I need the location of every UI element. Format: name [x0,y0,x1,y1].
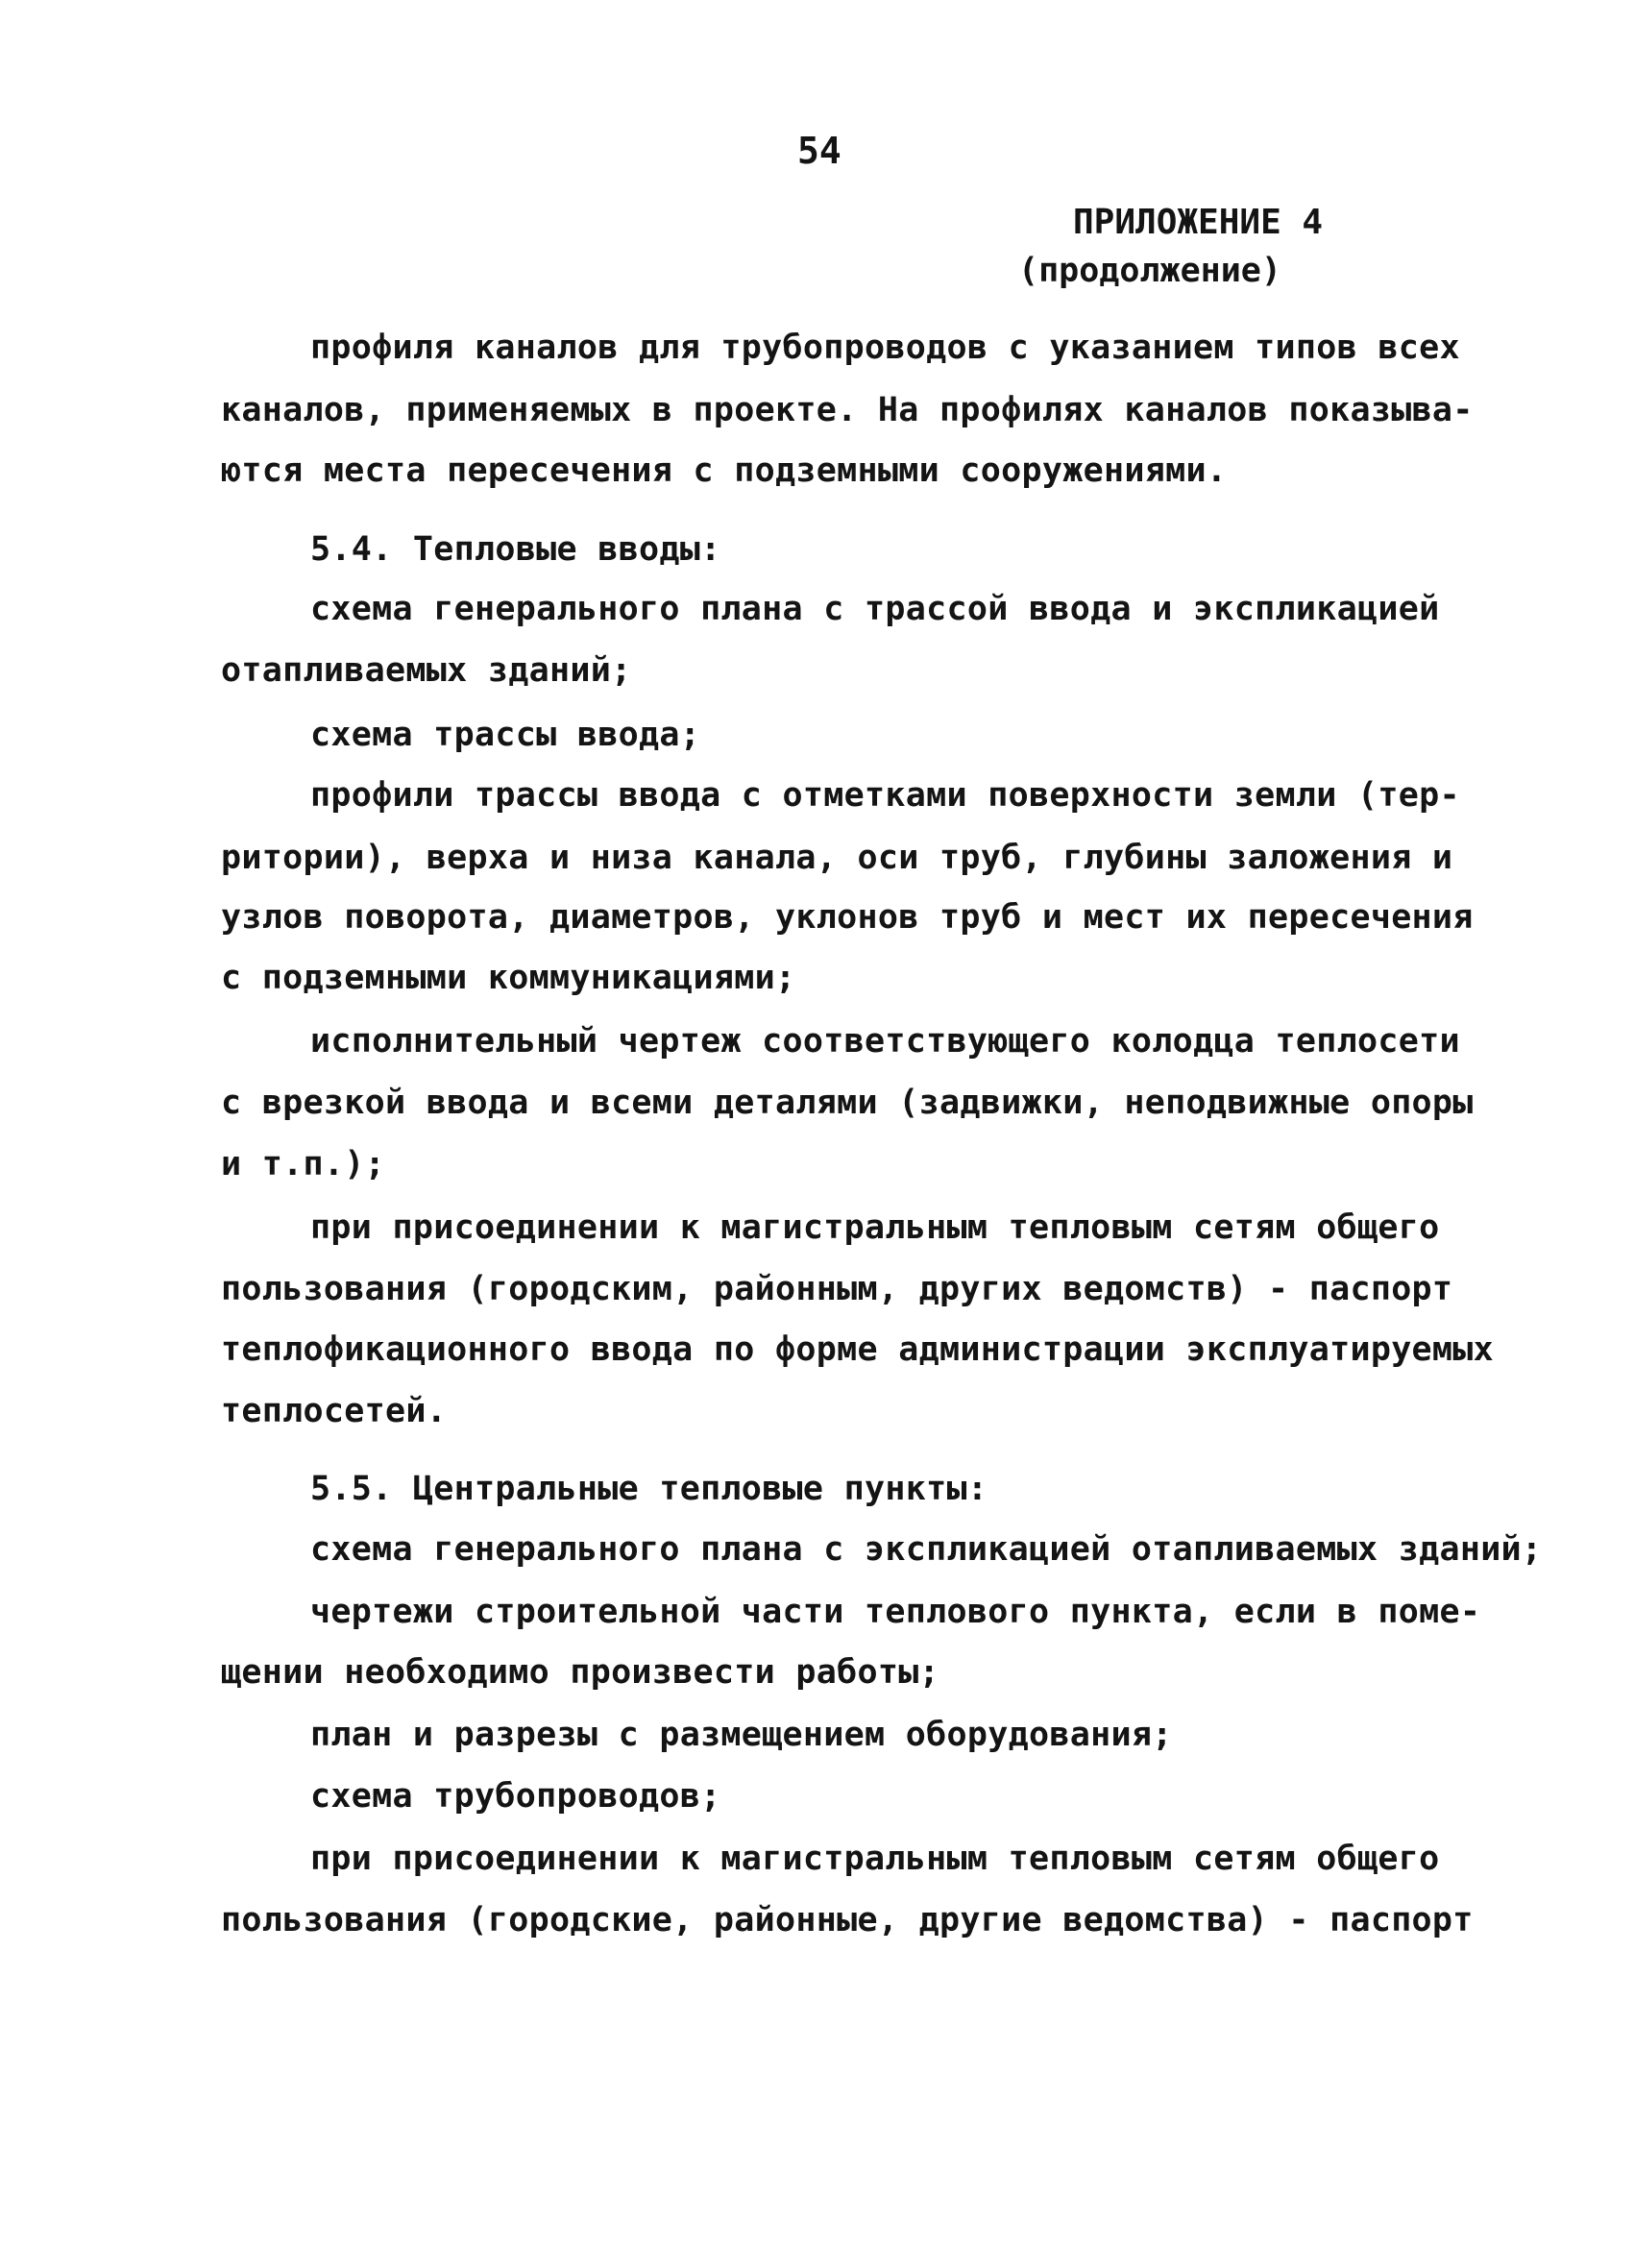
text-line: теплосетей. [221,1392,448,1430]
text-line: с врезкой ввода и всеми деталями (задвижки, неподвижные опоры [221,1084,1474,1122]
text-line: схема генерального плана с трассой ввода и экспликацией [310,590,1440,628]
text-line: схема генерального плана с экспликацией отапливаемых зданий; [310,1530,1543,1569]
text-line: отапливаемых зданий; [221,651,632,690]
text-line: схема трубопроводов; [310,1777,721,1816]
text-line: с подземными коммуникациями; [221,959,796,997]
text-line: схема трассы ввода; [310,716,701,754]
text-line: узлов поворота, диаметров, уклонов труб и мест их пересечения [221,898,1474,937]
text-line: при присоединении к магистральным тепловым сетям общего [310,1208,1440,1247]
page-number: 54 [797,130,841,172]
text-line: план и разрезы с размещением оборудования; [310,1716,1173,1754]
appendix-continuation: (продолжение) [1018,252,1281,290]
section-heading: 5.4. Тепловые вводы: [310,530,721,569]
text-line: теплофикационного ввода по форме администрации эксплуатируемых [221,1330,1495,1369]
appendix-title: ПРИЛОЖЕНИЕ 4 [1073,203,1324,242]
text-line: профиля каналов для трубопроводов с указанием типов всех [310,329,1460,367]
text-line: пользования (городским, районным, других ведомств) - паспорт [221,1270,1453,1308]
text-line: чертежи строительной части теплового пункта, если в поме- [310,1593,1481,1631]
text-line: исполнительный чертеж соответствующего колодца теплосети [310,1022,1460,1061]
text-line: ритории), верха и низа канала, оси труб, глубины заложения и [221,839,1453,877]
text-line: и т.п.); [221,1145,385,1183]
text-line: пользования (городские, районные, другие ведомства) - паспорт [221,1901,1474,1939]
section-heading: 5.5. Центральные тепловые пункты: [310,1470,988,1508]
text-line: при присоединении к магистральным тепловым сетям общего [310,1840,1440,1878]
text-line: каналов, применяемых в проекте. На профилях каналов показыва- [221,391,1474,429]
text-line: ются места пересечения с подземными сооружениями. [221,451,1228,490]
text-line: щении необходимо произвести работы; [221,1653,940,1692]
text-line: профили трассы ввода с отметками поверхности земли (тер- [310,776,1460,815]
